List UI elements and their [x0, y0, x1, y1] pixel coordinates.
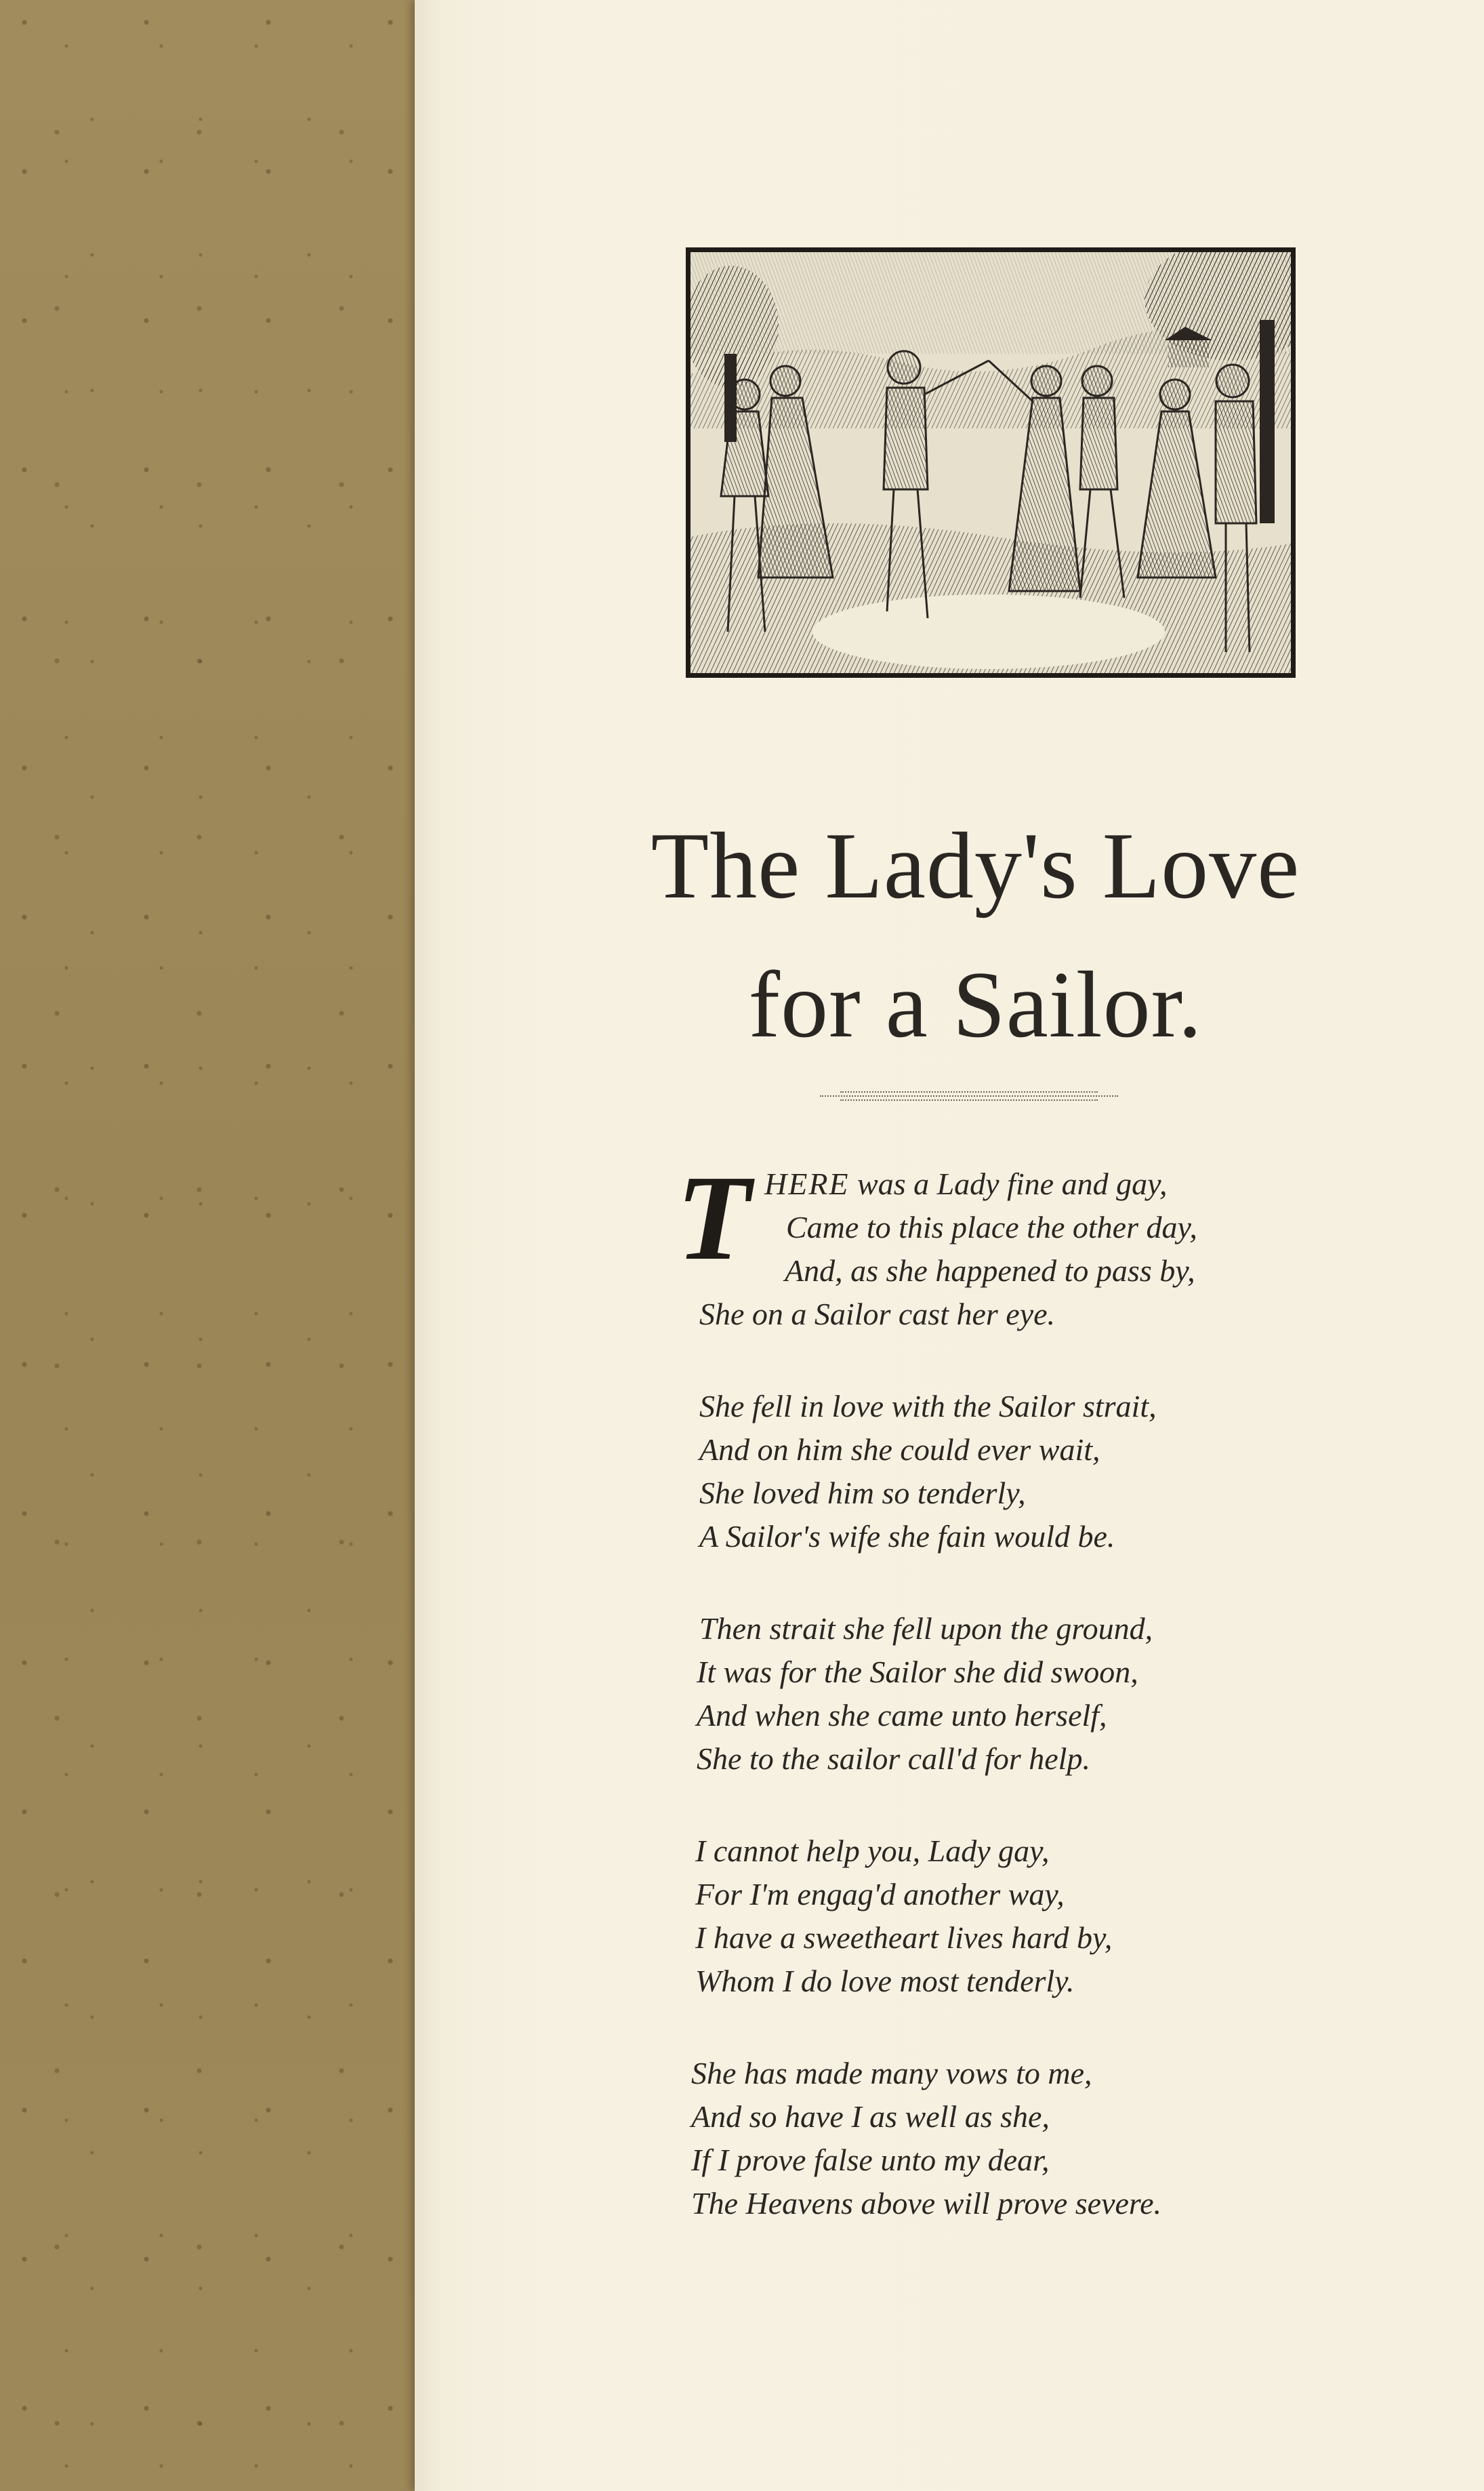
- poem-body: [676, 1150, 1335, 2274]
- poem-line: I have a sweetheart lives hard by,: [695, 1920, 1113, 1955]
- first-line-rest: was a Lady fine and gay,: [849, 1167, 1168, 1201]
- poem-line: She to the sailor call'd for help.: [697, 1741, 1090, 1776]
- cover-board: [0, 0, 415, 2491]
- stanza-3: [684, 1607, 1335, 1781]
- poem-line: And on him she could ever wait,: [699, 1432, 1100, 1467]
- poem-title: [550, 796, 1401, 1074]
- poem-line: She on a Sailor cast her eye.: [699, 1297, 1056, 1331]
- poem-line: It was for the Sailor she did swoon,: [697, 1655, 1138, 1689]
- poem-line: And so have I as well as she,: [691, 2099, 1050, 2134]
- poem-line: Whom I do love most tenderly.: [695, 1964, 1075, 1998]
- stanza-1: [676, 1150, 1335, 1336]
- poem-line: Came to this place the other day,: [786, 1210, 1197, 1244]
- poem-line: I cannot help you, Lady gay,: [695, 1834, 1050, 1868]
- woodcut-illustration: [686, 247, 1296, 678]
- stanza-4: [684, 1829, 1335, 2003]
- stanza-5: [684, 2052, 1335, 2225]
- poem-line: She loved him so tenderly,: [699, 1476, 1026, 1510]
- poem-line: She fell in love with the Sailor strait,: [699, 1389, 1157, 1423]
- title-line-2: for a Sailor.: [748, 952, 1203, 1057]
- woodcut-dancing-scene-icon: [691, 252, 1291, 673]
- poem-line: For I'm engag'd another way,: [695, 1877, 1065, 1911]
- stanza-2: [684, 1385, 1335, 1558]
- poem-line: And, as she happened to pass by,: [785, 1253, 1195, 1288]
- title-line-1: The Lady's Love: [651, 813, 1300, 918]
- poem-line: And when she came unto herself,: [697, 1698, 1107, 1733]
- first-word-caps: HERE: [764, 1167, 850, 1201]
- poem-line: Then strait she fell upon the ground,: [699, 1611, 1153, 1646]
- poem-line: A Sailor's wife she fain would be.: [699, 1519, 1115, 1554]
- title-ornament-divider: [820, 1090, 1118, 1106]
- poem-line: [684, 1162, 1335, 1206]
- drop-cap: T: [676, 1150, 751, 1285]
- poem-line: If I prove false unto my dear,: [691, 2143, 1050, 2177]
- poem-line: The Heavens above will prove severe.: [691, 2186, 1162, 2221]
- poem-line: She has made many vows to me,: [691, 2056, 1092, 2090]
